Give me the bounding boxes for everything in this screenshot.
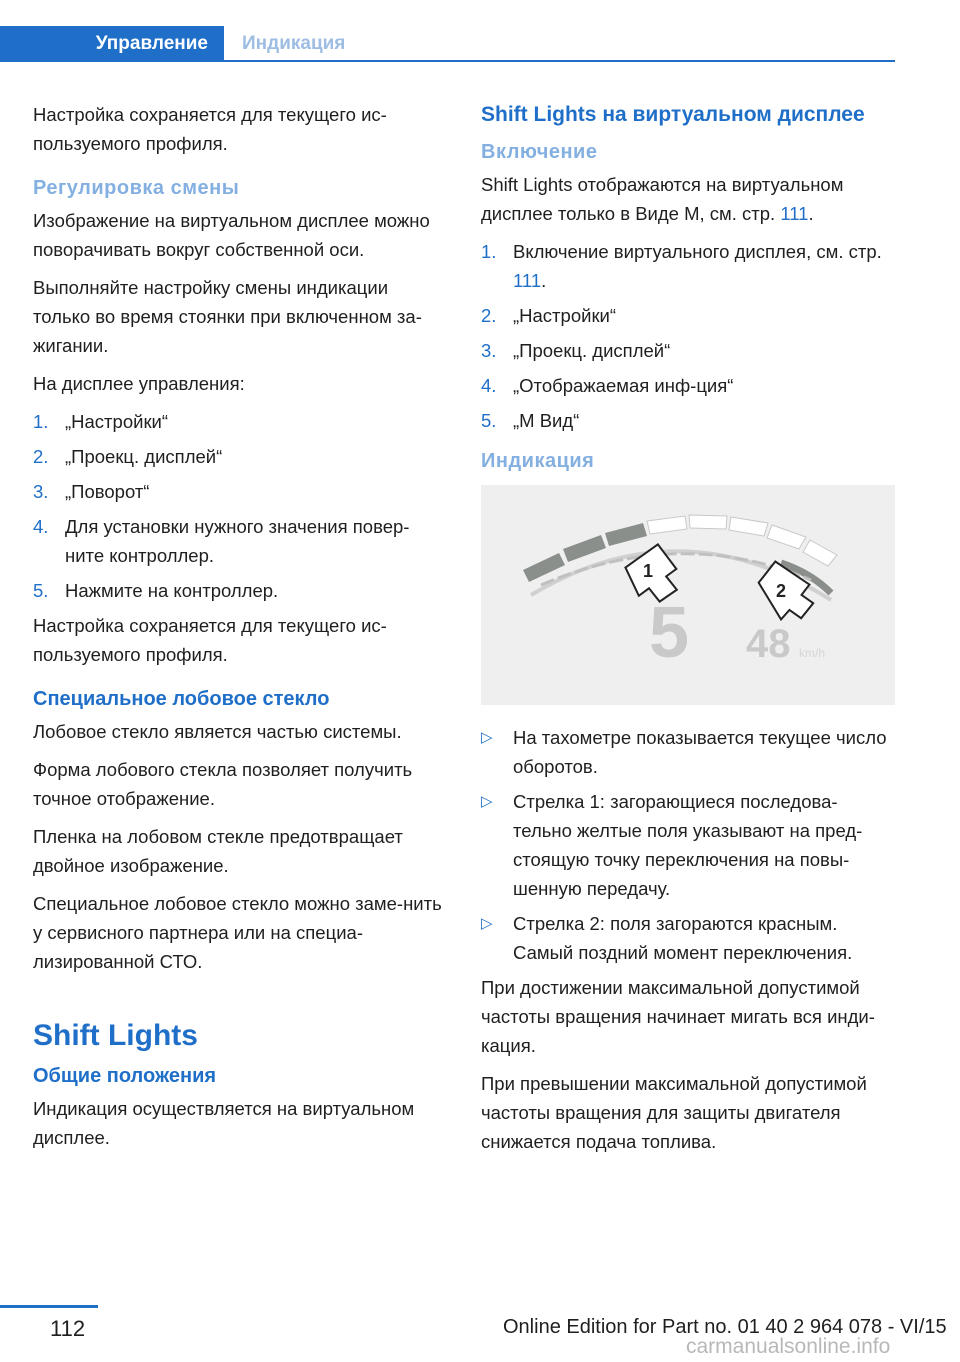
rpm-segment-lit [563, 535, 606, 562]
step-number: 2. [481, 305, 497, 326]
bullet-text: Стрелка 1: загорающиеся последова‐тельно желтые поля указывают на пред‐стоящую точку переключения на повы‐шенную передачу. [513, 791, 863, 899]
steps-list-enable [481, 237, 895, 435]
tab-control[interactable]: Управление [0, 26, 224, 62]
step-text: „M Вид“ [513, 410, 580, 431]
step-text: Нажмите на контроллер. [65, 580, 279, 601]
paragraph: Выполняйте настройку смены индикации только во время стоянки при включенном за‐жигании. [33, 277, 422, 356]
step-text: „Отображаемая инф-ция“ [513, 375, 734, 396]
shift-lights-illustration [481, 485, 895, 705]
section-heading-rotation: Регулировка смены [33, 177, 240, 199]
speed-unit: km/h [799, 646, 826, 660]
rpm-segment-red [803, 540, 837, 566]
rpm-segment-lit [605, 523, 647, 546]
step-number: 4. [33, 516, 49, 537]
right-column [481, 100, 895, 1165]
watermark: carmanualsonline.info [686, 1335, 891, 1358]
speed-value: 48 [746, 622, 791, 666]
step-number: 2. [33, 446, 49, 467]
subheading-display: Индикация [481, 450, 595, 472]
step-text: Включение виртуального дисплея, см. стр. [513, 241, 882, 262]
step-text: Для установки нужного значения повер‐ните контроллер. [65, 516, 410, 566]
chapter-heading-shift-lights: Shift Lights [33, 1019, 198, 1052]
paragraph: Форма лобового стекла позволяет получить точное отображение. [33, 759, 413, 809]
step-tail: . [541, 270, 547, 291]
list-item [481, 406, 895, 435]
step-number: 1. [33, 411, 49, 432]
paragraph [481, 170, 895, 228]
list-item [481, 909, 895, 967]
footer-rule [0, 1305, 98, 1308]
list-item [33, 477, 448, 506]
paragraph-text: Shift Lights отображаются на виртуальном дисплее только в Виде M, см. стр. [481, 174, 844, 224]
tab-display[interactable]: Индикация [242, 33, 346, 54]
paragraph-tail: . [808, 203, 814, 224]
steps-list-rotation [33, 407, 448, 605]
list-item [481, 336, 895, 365]
section-heading-shift-virtual: Shift Lights на виртуальном дисплее [481, 103, 865, 126]
list-item [481, 787, 895, 903]
rpm-segment-yellow [689, 515, 727, 529]
step-text: „Проекц. дисплей“ [65, 446, 223, 467]
page-number: 112 [50, 1316, 86, 1341]
list-item [33, 407, 448, 436]
left-column [33, 100, 448, 1161]
paragraph: Изображение на виртуальном дисплее можно поворачивать вокруг собственной оси. [33, 210, 430, 260]
edition-line: Online Edition for Part no. 01 40 2 964 078 - VI/15 [503, 1316, 947, 1338]
list-item [481, 371, 895, 400]
section-heading-windshield: Специальное лобовое стекло [33, 688, 330, 710]
step-text: „Поворот“ [65, 481, 150, 502]
bullet-text: Стрелка 2: поля загораются красным. Самый поздний момент переключения. [513, 913, 853, 963]
list-item [33, 512, 448, 570]
list-item [481, 301, 895, 330]
step-text: „Настройки“ [65, 411, 169, 432]
step-number: 3. [481, 340, 497, 361]
page-link[interactable]: 111 [780, 203, 809, 224]
shift-lights-svg [481, 485, 895, 705]
bullet-text: На тахометре показывается текущее число оборотов. [513, 727, 887, 777]
paragraph: Пленка на лобовом стекле предотвращает двойное изображение. [33, 826, 403, 876]
paragraph: Индикация осуществляется на виртуальном дисплее. [33, 1098, 415, 1148]
list-item [33, 442, 448, 471]
triangle-bullet-icon: ▷ [481, 915, 493, 932]
rpm-segment-red [767, 525, 806, 549]
callout-label-1: 1 [643, 561, 654, 581]
rpm-segment-yellow [647, 516, 687, 534]
bullet-list [481, 723, 895, 967]
list-item [481, 237, 895, 295]
header-rule [0, 60, 895, 62]
paragraph: Специальное лобовое стекло можно заме‐нить у сервисного партнера или на специа‐лизированной СТО. [33, 893, 442, 972]
step-text: „Настройки“ [513, 305, 617, 326]
step-text: „Проекц. дисплей“ [513, 340, 671, 361]
paragraph: Лобовое стекло является частью системы. [33, 721, 402, 742]
paragraph: При достижении максимальной допустимой частоты вращения начинает мигать вся инди‐кация. [481, 977, 875, 1056]
triangle-bullet-icon: ▷ [481, 793, 493, 810]
paragraph: При превышении максимальной допустимой частоты вращения для защиты двигателя снижается подача топлива. [481, 1073, 867, 1152]
step-number: 4. [481, 375, 497, 396]
section-heading-general: Общие положения [33, 1065, 217, 1087]
triangle-bullet-icon: ▷ [481, 729, 493, 746]
paragraph: На дисплее управления: [33, 373, 245, 394]
step-number: 5. [33, 580, 49, 601]
paragraph: Настройка сохраняется для текущего ис‐пользуемого профиля. [33, 615, 387, 665]
header-tabs [0, 26, 895, 62]
page-link[interactable]: 111 [513, 270, 542, 291]
callout-label-2: 2 [776, 581, 787, 601]
gear-digit: 5 [649, 593, 690, 673]
list-item [33, 576, 448, 605]
subheading-enable: Включение [481, 141, 598, 163]
paragraph: Настройка сохраняется для текущего ис‐пользуемого профиля. [33, 104, 387, 154]
step-number: 5. [481, 410, 497, 431]
list-item [481, 723, 895, 781]
step-number: 1. [481, 241, 497, 262]
rpm-segment-yellow [729, 517, 768, 536]
step-number: 3. [33, 481, 49, 502]
